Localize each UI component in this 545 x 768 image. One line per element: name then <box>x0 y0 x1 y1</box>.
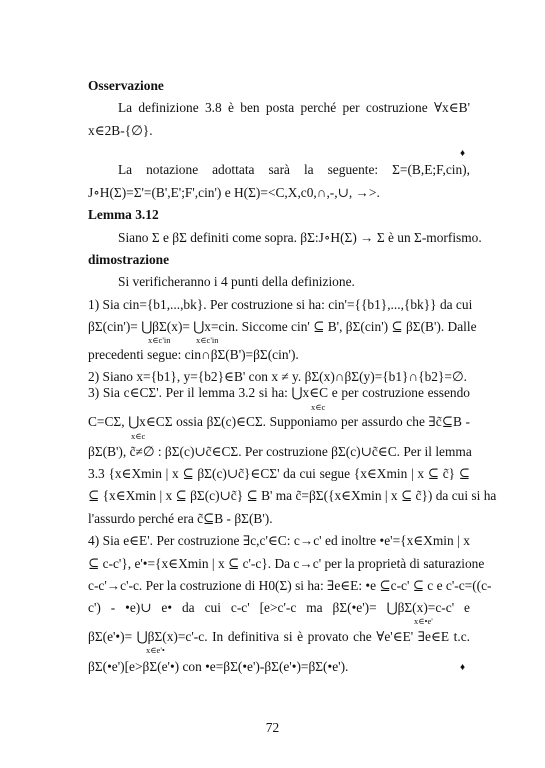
point-3-line-4: 3.3 {x∈Xmin | x ⊆ βΣ(c)∪c̃}∈CΣ' da cui segue {x∈Xmin | x ⊆ c̃} ⊆ <box>88 466 470 481</box>
union-subscript: x∈•e' <box>414 616 433 626</box>
lemma-statement: Siano Σ e βΣ definiti come sopra. βΣ:J∘H(Σ) → Σ è un Σ-morfismo. <box>118 230 482 245</box>
point-1-line-3: precedenti segue: cin∩βΣ(B')=βΣ(cin'). <box>88 347 299 362</box>
point-4-line-4: c') - •e)∪ e• da cui c-c' [e>c'-c ma βΣ(•e')= ⋃βΣ(x)=c-c' e <box>88 600 470 615</box>
point-3-line-1: 3) Sia c∈CΣ'. Per il lemma 3.2 si ha: ⋃x∈C e per costruzione essendo <box>88 385 470 400</box>
point-4-line-5: βΣ(e'•)= ⋃βΣ(x)=c'-c. In definitiva si è provato che ∀e'∈E' ∃e∈E t.c. <box>88 629 470 644</box>
proof-heading: dimostrazione <box>88 252 170 267</box>
point-1-line-2: βΣ(cin')= ⋃βΣ(x)= ⋃x=cin. Siccome cin' ⊆ B', βΣ(cin') ⊆ βΣ(B'). Dalle <box>88 319 477 334</box>
point-3-line-2: C=CΣ, ⋃x∈CΣ ossia βΣ(c)∈CΣ. Supponiamo per assurdo che ∃c̃⊆B - <box>88 414 470 429</box>
point-3-line-5: ⊆ {x∈Xmin | x ⊆ βΣ(c)∪c̃} ⊆ B' ma c̃=βΣ({x∈Xmin | x ⊆ c̃}) da cui si ha <box>88 488 497 503</box>
union-subscript: x∈c <box>131 431 146 441</box>
proof-intro: Si verificheranno i 4 punti della definizione. <box>118 274 355 289</box>
point-3-line-3: βΣ(B'), c̃≠∅ : βΣ(c)∪c̃∈CΣ. Per costruzione βΣ(c)∪c̃∈C. Per il lemma <box>88 444 472 459</box>
point-4-line-2: ⊆ c-c'}, e'•={x∈Xmin | x ⊆ c'-c}. Da c→c' per la proprietà di saturazione <box>88 556 485 571</box>
point-1-line-1: 1) Sia cin={b1,...,bk}. Per costruzione si ha: cin'={{b1},...,{bk}} da cui <box>88 297 473 312</box>
union-subscript: x∈e'• <box>146 645 165 655</box>
observation-line-1: La definizione 3.8 è ben posta perché per costruzione ∀x∈B' <box>118 100 470 115</box>
page-number: 72 <box>265 720 280 735</box>
notation-line-1: La notazione adottata sarà la seguente: Σ=(B,E;F,cin), <box>118 162 470 177</box>
observation-heading: Osservazione <box>88 78 164 93</box>
end-of-proof-mark: ♦ <box>460 662 466 673</box>
union-subscript: x∈c'in <box>196 335 219 345</box>
point-4-line-6: βΣ(•e')[e>βΣ(e'•) con •e=βΣ(•e')-βΣ(e'•)=βΣ(•e'). <box>88 659 349 674</box>
notation-line-2: J∘H(Σ)=Σ'=(B',E';F',cin') e H(Σ)=<C,X,c0,∩,-,∪, →>. <box>88 185 380 200</box>
point-4-line-3: c-c'→c'-c. Per la costruzione di H0(Σ) si ha: ∃e∈E: •e ⊆c-c' ⊆ c e c'-c=((c- <box>88 578 492 593</box>
union-subscript: x∈c <box>311 402 326 412</box>
observation-line-2: x∈2B-{∅}. <box>88 123 153 138</box>
point-2-line-1: 2) Siano x={b1}, y={b2}∈B' con x ≠ y. βΣ(x)∩βΣ(y)={b1}∩{b2}=∅. <box>88 369 467 384</box>
point-3-line-6: l'assurdo perché era c̃⊆B - βΣ(B'). <box>88 511 273 526</box>
point-4-line-1: 4) Sia e∈E'. Per costruzione ∃c,c'∈C: c→c' ed inoltre •e'={x∈Xmin | x <box>88 533 470 548</box>
union-subscript: x∈c'in <box>148 335 171 345</box>
end-of-observation-mark: ♦ <box>460 148 466 159</box>
lemma-heading: Lemma 3.12 <box>88 207 159 222</box>
